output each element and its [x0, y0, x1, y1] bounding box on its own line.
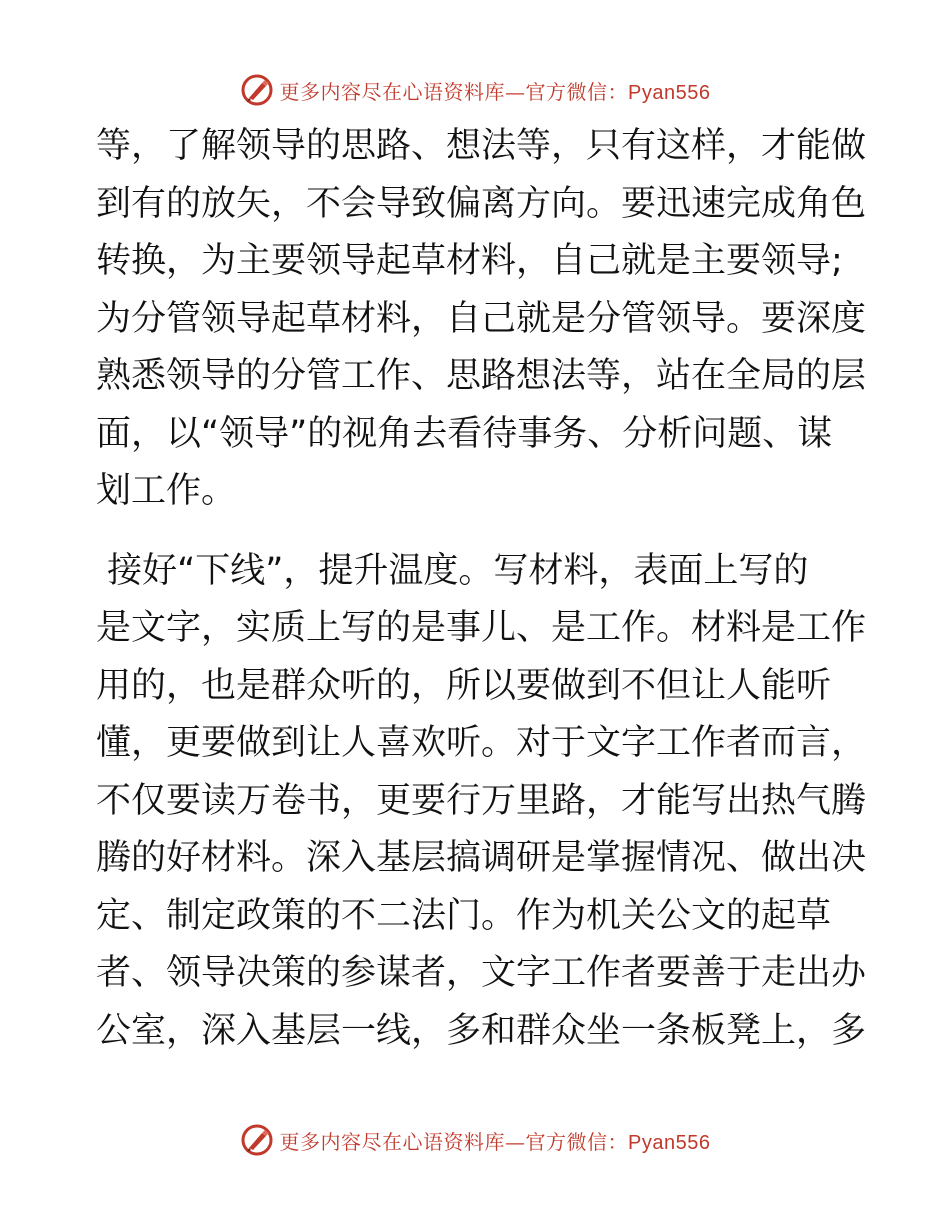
header-site-name: 更多内容尽在心语资料库 — [279, 79, 506, 104]
body-text — [96, 118, 867, 1118]
text-line: 熟悉领导的分管工作、思路想法等，站在全局的层 — [96, 356, 867, 396]
footer-separator: — — [505, 1129, 526, 1154]
text-line: 划工作。 — [96, 471, 237, 511]
text-line: 懂，更要做到让人喜欢听。对于文字工作者而言， — [96, 723, 867, 763]
footer-wechat-label: 官方微信： — [525, 1129, 629, 1154]
text-line: 用的，也是群众听的，所以要做到不但让人能听 — [96, 665, 832, 706]
footer-wechat-id: Pyan556 — [628, 1131, 711, 1154]
text-line: 是文字，实质上写的是事儿、是工作。材料是工作 — [96, 608, 867, 648]
header-wechat-id: Pyan556 — [628, 81, 711, 104]
footer-site-name: 更多内容尽在心语资料库 — [279, 1129, 506, 1154]
header-separator: — — [505, 79, 526, 104]
footer-banner — [0, 1120, 950, 1160]
paragraph-1 — [96, 118, 867, 521]
pen-logo-icon — [240, 1123, 274, 1157]
text-line: 定、制定政策的不二法门。作为机关公文的起草 — [96, 895, 832, 936]
text-line: 等，了解领导的思路、想法等，只有这样，才能做 — [96, 126, 867, 166]
text-line — [96, 1060, 852, 1118]
header-banner — [0, 70, 950, 110]
text-line: 为分管领导起草材料，自己就是分管领导。要深度 — [96, 298, 867, 339]
text-line: 不仅要读万卷书，更要行万里路，才能写出热气腾 — [96, 780, 867, 821]
text-line: 公室，深入基层一线，多和群众坐一条板凳上，多 — [96, 1010, 867, 1051]
header-banner-text — [280, 76, 711, 105]
text-line: 者、领导决策的参谋者，文字工作者要善于走出办 — [96, 953, 867, 993]
text-line: 腾的好材料。深入基层搞调研是掌握情况、做出决 — [96, 838, 867, 878]
footer-banner-text — [280, 1126, 711, 1155]
paragraph-gap — [96, 521, 852, 543]
text-line: 面，以“领导”的视角去看待事务、分析问题、谋 — [96, 413, 833, 454]
pen-logo-icon — [240, 73, 274, 107]
text-line: 接好“下线”，提升温度。写材料，表面上写的 — [96, 550, 809, 591]
header-wechat-label: 官方微信： — [525, 79, 629, 104]
paragraph-2 — [96, 543, 867, 1118]
text-line: 转换，为主要领导起草材料，自己就是主要领导; — [96, 241, 843, 281]
text-line: 到有的放矢，不会导致偏离方向。要迅速完成角色 — [96, 183, 867, 224]
